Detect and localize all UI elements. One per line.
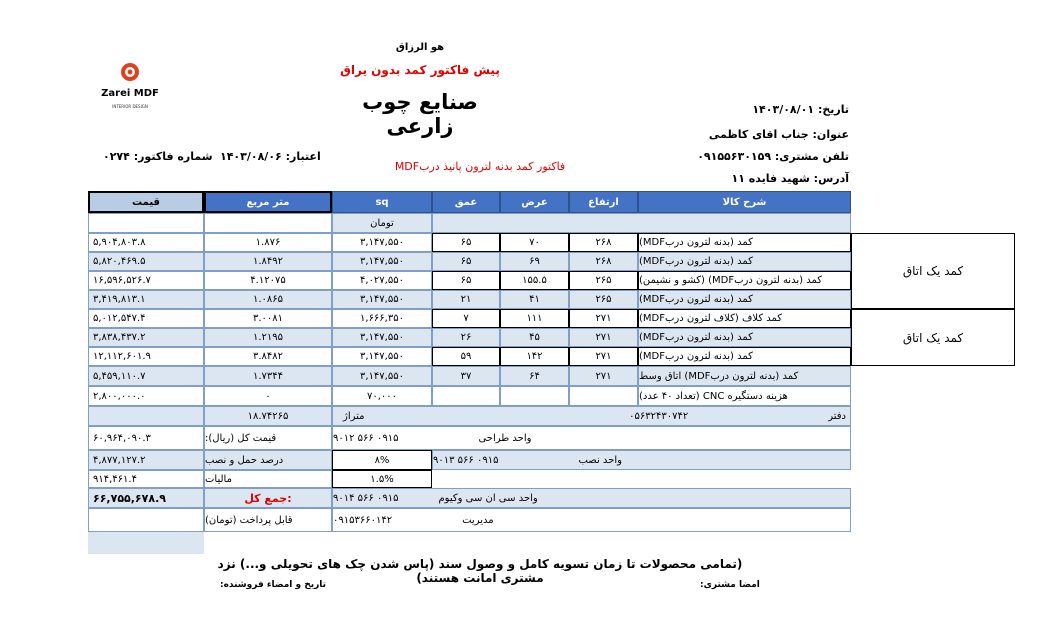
table-row-sqm: ۱.۲۱۹۵ [204, 328, 332, 347]
install-unit-row [432, 450, 851, 470]
table-row-price: ۱۶,۵۹۶,۵۲۶.۷ [88, 271, 204, 290]
table-row-sqm: ۴.۱۲۰۷۵ [204, 271, 332, 290]
table-row-desc: کمد (بدنه لترون دربMDF) [638, 328, 851, 347]
install-unit-label: واحد نصب [578, 454, 622, 466]
unit-row-price-blank [88, 213, 204, 233]
table-row-desc: کمد (بدنه لترون دربMDF) اتاق وسط [638, 366, 851, 386]
table-row-height: ۲۶۵ [569, 271, 638, 290]
date-line [752, 103, 849, 116]
table-row-sqm: ۱.۸۴۹۲ [204, 252, 332, 271]
table-row-sqm: ۱.۷۳۴۴ [204, 366, 332, 386]
table-row-width: ۱۴۲ [500, 347, 569, 366]
table-row-height: ۲۶۸ [569, 252, 638, 271]
company-name: صنایع چوب زارعی [362, 90, 478, 138]
group-label-2: کمد یک اتاق [851, 309, 1015, 366]
table-row-width: ۴۱ [500, 290, 569, 309]
table-row-sqm: ۳.۸۴۸۲ [204, 347, 332, 366]
table-row-height: ۲۷۱ [569, 309, 638, 328]
invoice-number-line [103, 150, 213, 163]
table-row-height: ۲۷۱ [569, 347, 638, 366]
table-row-depth: ۶۵ [432, 252, 500, 271]
subject-value: جناب اقای کاظمی [708, 128, 809, 141]
table-row-width: ۱۱۱ [500, 309, 569, 328]
table-row-sqm: ۱.۸۷۶ [204, 233, 332, 252]
tax-row-spacer [432, 470, 851, 488]
table-row-sq: ۴,۰۲۷,۵۵۰ [332, 271, 432, 290]
transport-percent: ۸% [332, 450, 432, 470]
table-row-price: ۵,۴۵۹,۱۱۰.۷ [88, 366, 204, 386]
table-row-sq: ۳,۱۴۷,۵۵۰ [332, 366, 432, 386]
table-row-width: ۱۵۵.۵ [500, 271, 569, 290]
subject-label: عنوان: [812, 128, 849, 141]
customer-phone-line [697, 150, 849, 163]
table-row-price: ۵,۰۱۲,۵۴۷.۴ [88, 309, 204, 328]
transport-value: ۴,۸۷۷,۱۲۷.۲ [88, 450, 204, 470]
unit-row-spacer [432, 213, 851, 233]
table-row-sqm: ۰ [204, 386, 332, 406]
tax-value: ۹۱۴,۴۶۱.۴ [88, 470, 204, 488]
grand-total-label: جمع کل: [204, 488, 332, 508]
design-unit-row [332, 426, 851, 450]
blessing-text: هو الرزاق [395, 42, 445, 53]
seller-signature-label: تاریخ و امضاء فروشنده: [220, 580, 327, 590]
logo-wordmark: Zarei MDF [101, 88, 159, 99]
logo-subtitle: INTERIOR DESIGN [112, 104, 148, 109]
table-row-depth: ۶۵ [432, 233, 500, 252]
total-rial-value: ۶۰,۹۶۴,۰۹۰.۳ [88, 426, 204, 450]
cnc-unit-value: ۰۹۱۵ ۵۶۶ ۹۰۱۴ [333, 492, 399, 504]
validity-value: ۱۴۰۳/۰۸/۰۶ [220, 150, 282, 163]
office-row [332, 406, 851, 426]
office-label: دفتر [828, 410, 846, 422]
design-unit-label: واحد طراحی [478, 432, 532, 444]
date-value: ۱۴۰۳/۰۸/۰۱ [752, 103, 815, 116]
table-row-height [569, 386, 638, 406]
table-row-depth: ۲۶ [432, 328, 500, 347]
date-label: تاریخ: [817, 103, 849, 116]
col-header-height: ارتفاع [569, 191, 638, 213]
meterage-label: متراژ [343, 410, 365, 422]
table-row-depth: ۷ [432, 309, 500, 328]
table-row-desc: کمد (بدنه لترون دربMDF) [638, 290, 851, 309]
install-unit-value: ۰۹۱۵ ۵۶۶ ۹۰۱۳ [433, 454, 499, 466]
table-row-depth: ۳۷ [432, 366, 500, 386]
table-row-sqm: ۳.۰۰۸۱ [204, 309, 332, 328]
col-header-sq: sq [332, 191, 432, 213]
invoice-number-label: شماره فاکتور: [133, 150, 213, 163]
group-label-1: کمد یک اتاق [851, 233, 1015, 309]
table-row-sq: ۳,۱۴۷,۵۵۰ [332, 233, 432, 252]
table-row-height: ۲۶۵ [569, 290, 638, 309]
table-row-depth [432, 386, 500, 406]
manager-row [332, 508, 851, 532]
invoice-description: فاکتور کمد بدنه لترون پانیذ دربMDF [394, 160, 566, 173]
table-row-width [500, 386, 569, 406]
meterage-price-blank [88, 406, 204, 426]
unit-label: تومان [332, 213, 432, 233]
table-row-sq: ۳,۱۴۷,۵۵۰ [332, 290, 432, 309]
table-row-width: ۴۵ [500, 328, 569, 347]
col-header-price: قیمت [88, 191, 204, 213]
table-row-sq: ۱,۶۶۶,۳۵۰ [332, 309, 432, 328]
meterage-value: ۱۸.۷۴۲۶۵ [204, 406, 332, 426]
table-row-sqm: ۱.۰۸۶۵ [204, 290, 332, 309]
cnc-unit-label: واحد سی ان سی وکیوم [438, 492, 538, 504]
payable-label: قابل پرداخت (تومان) [204, 508, 332, 532]
table-row-sq: ۳,۱۴۷,۵۵۰ [332, 252, 432, 271]
table-row-price: ۳,۴۱۹,۸۱۳.۱ [88, 290, 204, 309]
office-value: ۰۵۶۳۲۴۳۰۷۴۲ [629, 410, 689, 422]
invoice-number-value: ۰۲۷۴ [103, 150, 130, 163]
table-row-desc: کمد (بدنه لترون دربMDF) (کشو و نشیمن) [638, 271, 851, 290]
table-row-price: ۲,۸۰۰,۰۰۰.۰ [88, 386, 204, 406]
table-row-price: ۵,۸۲۰,۴۶۹.۵ [88, 252, 204, 271]
customer-signature-label: امضا مشتری: [700, 580, 760, 590]
phone-label: تلفن مشتری: [774, 150, 849, 163]
table-row-width: ۶۹ [500, 252, 569, 271]
table-row-desc: کمد (بدنه لترون دربMDF) [638, 252, 851, 271]
col-header-description: شرح کالا [638, 191, 851, 213]
table-row-width: ۷۰ [500, 233, 569, 252]
payable-value-blank [88, 508, 204, 532]
logo-emblem-icon [100, 60, 160, 90]
table-row-price: ۳,۸۳۸,۴۳۷.۲ [88, 328, 204, 347]
table-row-desc: کمد (بدنه لترون دربMDF) [638, 347, 851, 366]
table-row-depth: ۲۱ [432, 290, 500, 309]
address-value: شهید فایده ۱۱ [731, 172, 810, 185]
table-row-height: ۲۷۱ [569, 366, 638, 386]
address-line [731, 172, 849, 185]
tax-percent: ۱.۵% [332, 470, 432, 488]
tax-label: مالیات [204, 470, 332, 488]
table-row-desc: کمد (بدنه لترون دربMDF) [638, 233, 851, 252]
table-row-depth: ۶۵ [432, 271, 500, 290]
table-row-height: ۲۷۱ [569, 328, 638, 347]
table-row-desc: کمد کلاف (کلاف لترون دربMDF) [638, 309, 851, 328]
subject-line [709, 128, 849, 141]
phone-value: ۰۹۱۵۵۶۳۰۱۵۹ [697, 150, 772, 163]
col-header-depth: عمق [432, 191, 500, 213]
table-row-desc: هزینه دستگیره CNC (تعداد ۴۰ عدد) [638, 386, 851, 406]
grand-total-value: ۶۶,۷۵۵,۶۷۸.۹ [88, 488, 204, 508]
table-row-depth: ۵۹ [432, 347, 500, 366]
validity-line [220, 150, 321, 163]
col-header-width: عرض [500, 191, 569, 213]
cnc-unit-row [332, 488, 851, 508]
table-row-width: ۶۴ [500, 366, 569, 386]
table-row-sq: ۳,۱۴۷,۵۵۰ [332, 347, 432, 366]
document-type: پیش فاکتور کمد بدون یراق [340, 63, 500, 77]
table-row-price: ۵,۹۰۴,۸۰۳.۸ [88, 233, 204, 252]
address-label: آدرس: [813, 172, 849, 185]
validity-label: اعتبار: [285, 150, 321, 163]
total-rial-label: قیمت کل (ریال): [204, 426, 332, 450]
table-row-sq: ۷۰,۰۰۰ [332, 386, 432, 406]
table-row-height: ۲۶۸ [569, 233, 638, 252]
col-header-square-meter: متر مربع [204, 191, 332, 213]
design-unit-value: ۰۹۱۵ ۵۶۶ ۹۰۱۲ [333, 432, 399, 444]
table-row-price: ۱۲,۱۱۲,۶۰۱.۹ [88, 347, 204, 366]
unit-row-sqm-blank [204, 213, 332, 233]
transport-label: درصد حمل و نصب [204, 450, 332, 470]
price-column-footer [88, 532, 204, 554]
footer-note: (تمامی محصولات تا زمان تسویه کامل و وصول سند (پاس شدن چک های تحویلی و...) نزد مشتری امانت هستند) [217, 557, 743, 585]
manager-value: ۰۹۱۵۳۶۶۰۱۴۲ [333, 514, 393, 526]
table-row-sq: ۳,۱۴۷,۵۵۰ [332, 328, 432, 347]
manager-label: مدیریت [462, 514, 494, 526]
